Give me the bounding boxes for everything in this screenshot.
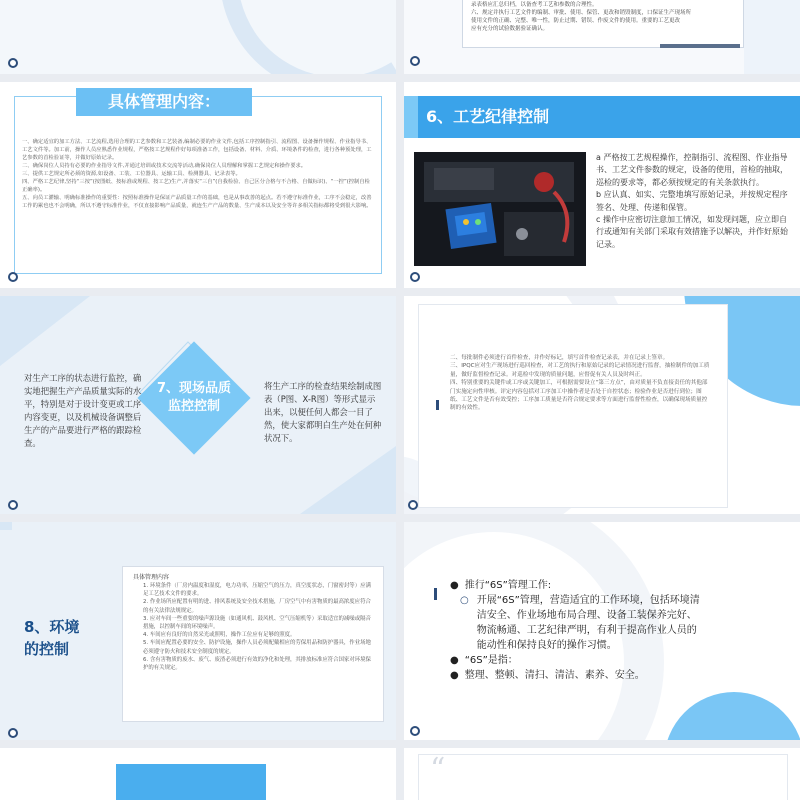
paragraph: 二、确保岗位人员持有必要的作业指导文件,并通过培训或技术交流等活动,确保岗位人员理解和掌握工艺规定和操作要求。 — [22, 163, 307, 169]
text-card — [462, 0, 744, 48]
slide-title — [144, 380, 244, 416]
marker-bar — [434, 588, 437, 600]
decorative-arc — [0, 0, 396, 74]
list-item: 5. 车间应配置必要的安全、防护设施，操作人员必须配戴相应的劳保用品和防护器具，作业场地必须遵守防火和技术安全制度的规定。 — [143, 640, 371, 655]
text-line: 使用文件的正确、完整、唯一性，防止过期、错误、作废文件的使用。重要的工艺更改 — [471, 18, 681, 24]
blue-block — [116, 764, 266, 800]
paragraph: 一、确定适宜的加工方法、工艺流程,选用合理的工艺参数和工艺装备,编制必要的作业文件,包括工序控制指引、流程图、设备操作规程、作业指导书、工艺文件等。加工前，操作人员应熟悉作业规程，严格按工艺规程作好每项准备工作，包括设备、材料、介质、环境条件的检查，进行各种预处理，工艺参数的首检验证等，并做好原始记录。 — [22, 139, 372, 161]
left-text: 对生产工序的状态进行监控，确实地把握生产产品质量实际的水平，特别是对于设计变更或工序内容变更，以及机械设备调整后生产的产品要进行严格的跟踪检查。 — [24, 373, 142, 448]
slide-thumbnail-3[interactable] — [0, 82, 396, 288]
text-line: 六、规定并执行工艺文件的编制、审批、使用、保管、更改和销毁制度，口保证生产现场所 — [471, 10, 692, 16]
paragraph: a 严格按工艺规程操作，控制指引、流程图、作业指导书、工艺文件参数的规定，设备的使用，首检的抽取，巡检的要求等，都必须按规定的有关条款执行。 — [596, 153, 788, 187]
paragraph: 二、每批制件必须进行首件检查，并作好标记，填写首件检查记录表，并在记录上签章。 — [450, 355, 669, 361]
paragraph: b 应认真、如实、完整地填写原始记录，并按规定程序签名、处理、传递和保管。 — [596, 190, 788, 212]
paragraph: 三、IPQC应对生产现场进行巡回检查，对工艺的执行和原始记录的记录情况进行监督，抽检制件的加工质量，做好监督检查记录。对巡检中发现的质量问题，应督促有关人员及时纠正。 — [450, 363, 710, 378]
decorative-panel — [744, 0, 800, 74]
slide-marker-icon — [410, 56, 420, 66]
paragraph: 四、严格工艺纪律,坚持“三按”(按图纸、按标准或规程、按工艺)生产,并落实“三自”(自我检验、自己区分合格与不合格、自做标识)、“一控”(控制自检正确率)。 — [22, 179, 370, 193]
list-item: 2. 作业场所应配置有明的进、排风系统及安全技术措施，厂房空气中有害物质的最高浓度应符合的有关法律法规规定。 — [143, 599, 371, 614]
divider — [660, 44, 740, 48]
right-text: 将生产工序的检查结果绘制成图表（P图、X-R图）等形式显示出来，以便任何人都会一目了然，使大家都明白生产处在何种状况下。 — [264, 381, 382, 443]
text-line: 录表格应汇总归档，以备查考工艺和参数的合理性。 — [471, 2, 598, 8]
paragraph: 四、特别重要的关键件或工序或关键加工，可根据需要设立“第三方点”，由对质量不负直接责任的其他部门实施定向性审核。评定内容包括对工序加工中操作者是否处于自控状态；检验作业是否进行到位；图纸、工艺文件是否有效受控；工序加工质量是否符合规定要求等方面进行监督性检查，以确保现场质量控制的有效性。 — [450, 380, 708, 412]
slide-thumbnail-5[interactable] — [0, 296, 396, 514]
paragraph-block — [22, 138, 372, 210]
bullet-text: “6S”是指： — [464, 655, 518, 666]
slide-marker-icon — [408, 500, 418, 510]
car-battery-image — [414, 152, 586, 266]
paragraph: 三、提供工艺规定所必须的资源,如设备、工装、工位器具、运输工具、检测器具、记录表等。 — [22, 171, 241, 177]
quote-icon: “ — [430, 752, 446, 787]
paragraph: c 操作中应密切注意加工情况，如发现问题，应立即自行或通知有关部门采取有效措施予以解决，并作好原始记录。 — [596, 215, 788, 249]
slide-marker-icon — [8, 272, 18, 282]
decorative-corner — [0, 522, 12, 530]
bullet-icon: ● — [450, 580, 459, 591]
sub-bullet-icon: ○ — [460, 595, 469, 606]
slide-thumbnail-9[interactable] — [0, 748, 396, 800]
paragraph-block — [450, 354, 712, 413]
slide-thumbnail-10[interactable] — [404, 748, 800, 800]
battery-photo — [414, 152, 586, 266]
bullet-icon: ● — [450, 655, 459, 666]
bullet-text: 开展“6S”管理，营造适宜的工作环境，包括环境清洁安全、作业场地布局合理、设备工装保养完好、物流畅通、工艺纪律严明，有利于提高作业人员的能动性和保持良好的操作习惯。 — [476, 595, 700, 651]
slide-thumbnail-2[interactable] — [404, 0, 800, 74]
slide-title: 6、工艺纪律控制 — [426, 107, 550, 126]
slide-thumbnail-6[interactable] — [404, 296, 800, 514]
paragraph: 五、向员工灌输、明确标准操作的重要性：按照标准操作是保证产品质量工作的基础，也是从事改善的起点。若不遵守标准作业，工序不会稳定，改善工作的累也也不会明确，所以不遵守标准作业，不仅直接影响产品质量，就连生产产品的数量、生产成本以及安全等许多相关指标都将受到很大影响。 — [22, 195, 372, 209]
title-line: 8、环境 — [24, 618, 80, 636]
list-item: 6. 含有害物质的废水、废气、废渣必须进行有效的净化和处理，其排放标准应符合国家对环境保护的有关规定。 — [143, 656, 371, 672]
title-line: 7、现场品质 — [156, 381, 232, 396]
list-item: 4. 车间应有良好的自然采光或照明，操作工位应有足够的照度。 — [143, 632, 296, 639]
title-line: 监控控制 — [167, 399, 220, 414]
content-card — [122, 566, 384, 722]
slide-thumbnail-7[interactable] — [0, 522, 396, 740]
slide-thumbnail-4[interactable] — [404, 82, 800, 288]
slide-marker-icon — [8, 58, 18, 68]
text-line: 应有充分的试验数据验证确认。 — [471, 26, 549, 32]
list-item: 3. 应对车间一些重要的噪声源设施（如通风机、鼓风机、空气压缩机等）采取适宜的减噪或隔音措施，以控制车间的环境噪声。 — [143, 615, 371, 631]
title-bar-accent — [404, 96, 418, 138]
bullet-text: 整理、整顿、清扫、清洁、素养、安全。 — [464, 670, 645, 681]
slide-thumbnail-8[interactable] — [404, 522, 800, 740]
slide-thumbnail-1[interactable] — [0, 0, 396, 74]
slide-marker-icon — [410, 726, 420, 736]
slide-title — [24, 616, 79, 660]
slide-marker-icon — [8, 500, 18, 510]
slide-title: 具体管理内容： — [76, 88, 252, 116]
title-line: 的控制 — [24, 640, 70, 658]
marker-bar — [436, 400, 439, 410]
content-card — [418, 754, 788, 800]
slide-marker-icon — [8, 728, 18, 738]
list-item: 1. 环境条件（厂房内温度和湿度，电力功率，压缩空气的压力，真空度状态，门窗密封等）应满足工艺技术文件的要求。 — [143, 583, 371, 598]
slide-marker-icon — [410, 272, 420, 282]
box-title: 具体管理内容 — [133, 574, 170, 581]
text-block — [596, 152, 790, 251]
bullet-list — [450, 578, 700, 683]
bullet-text: 推行“6S”管理工作: — [464, 580, 552, 591]
bullet-icon: ● — [450, 670, 459, 681]
